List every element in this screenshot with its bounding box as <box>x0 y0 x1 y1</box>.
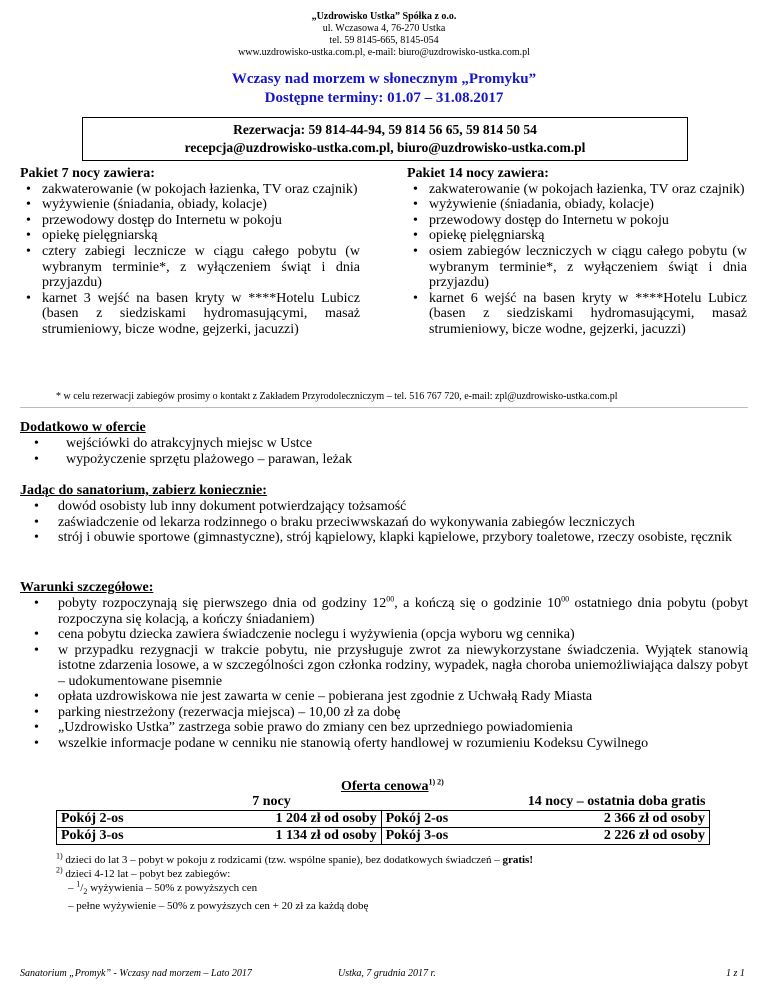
list-item: • przewodowy dostęp do Internetu w pokoju <box>429 213 747 229</box>
pricing-footnotes <box>56 853 756 913</box>
title-line-1: Wczasy nad morzem w słonecznym „Promyku” <box>231 71 537 87</box>
company-web: www.uzdrowisko-ustka.com.pl, e-mail: biuro@uzdrowisko-ustka.com.pl <box>238 47 530 58</box>
footer-left: Sanatorium „Promyk” - Wczasy nad morzem – Lato 2017 <box>20 968 252 979</box>
conditions-heading: Warunki szczegółowe: <box>20 580 154 595</box>
company-phone: tel. 59 8145-665, 8145-054 <box>329 35 439 46</box>
list-item: • cena pobytu dziecka zawiera świadczenie noclegu i wyżywienia (opcja wyboru wg cennika) <box>58 627 748 643</box>
footnote-2: $^{2)}$ dzieci 4-12 lat – pobyt bez zabiegów: <box>56 865 231 880</box>
list-item: • „Uzdrowisko Ustka” zastrzega sobie prawo do zmiany cen bez uprzedniego powiadomienia <box>58 720 748 736</box>
footnote-2a: – $^1/_2$ wyżywienia – 50% z powyższych cen <box>68 879 258 897</box>
conditions-list <box>20 596 748 751</box>
package-14-list <box>407 182 747 338</box>
package-14-nights <box>407 166 747 338</box>
pricing-heading: Oferta cenowa$^{1) 2)}$ <box>341 777 444 794</box>
bring-section <box>20 483 748 546</box>
bring-heading: Jadąc do sanatorium, zabierz koniecznie: <box>20 483 267 498</box>
offer-title <box>0 70 768 108</box>
reservation-phones: Rezerwacja: 59 814-44-94, 59 814 56 65, 59 814 50 54 <box>233 122 537 137</box>
reservation-emails: recepcja@uzdrowisko-ustka.com.pl, biuro@uzdrowisko-ustka.com.pl <box>184 140 586 155</box>
table-header-row <box>57 794 710 811</box>
list-item: • zaświadczenie od lekarza rodzinnego o braku przeciwwskazań do wykonywania zabiegów leczniczych <box>58 515 748 531</box>
list-item: • parking niestrzeżony (rezerwacja miejsca) – 10,00 zł za dobę <box>58 705 748 721</box>
list-item: • karnet 3 wejść na basen kryty w ****Hotelu Lubicz (basen z siedziskami hydromasującymi, masaż strumieniowy, bicze wodne, gejzerki, jacuzzi) <box>42 291 360 338</box>
extras-heading: Dodatkowo w ofercie <box>20 420 146 435</box>
treatment-booking-note: * w celu rezerwacji zabiegów prosimy o kontakt z Zakładem Przyrodoleczniczym – tel. 516 767 720, e-mail: zpl@uzdrowisko-ustka.com.pl <box>56 391 618 402</box>
footer-date: Ustka, 7 grudnia 2017 r. <box>338 968 436 979</box>
extras-list <box>20 436 748 467</box>
list-item: • zakwaterowanie (w pokojach łazienka, TV oraz czajnik) <box>42 182 360 198</box>
company-header <box>0 11 768 59</box>
list-item: • cztery zabiegi lecznicze w ciągu całego pobytu (w wybranym terminie*, z wyłączeniem świąt i dnia przyjazdu) <box>42 244 360 291</box>
footnote-2b: – pełne wyżywienie – 50% z powyższych cen + 20 zł za każdą dobę <box>68 900 369 913</box>
list-item: • opłata uzdrowiskowa nie jest zawarta w cenie – pobierana jest zgodnie z Uchwałą Rady Miasta <box>58 689 748 705</box>
list-item: • opiekę pielęgniarską <box>42 228 360 244</box>
bring-list <box>20 499 748 546</box>
list-item: • wyżywienie (śniadania, obiady, kolacje) <box>42 197 360 213</box>
list-item: • wyżywienie (śniadania, obiady, kolacje) <box>429 197 747 213</box>
list-item: • osiem zabiegów leczniczych w ciągu całego pobytu (w wybranym terminie*, z wyłączeniem świąt i dnia przyjazdu) <box>429 244 747 291</box>
col-14-nights: 14 nocy – ostatnia doba gratis <box>527 794 706 809</box>
list-item: • dowód osobisty lub inny dokument potwierdzający tożsamość <box>58 499 748 515</box>
package-14-heading: Pakiet 14 nocy zawiera: <box>407 166 549 181</box>
pricing-table <box>56 794 710 845</box>
col-7-nights: 7 nocy <box>252 794 291 809</box>
package-7-heading: Pakiet 7 nocy zawiera: <box>20 166 155 181</box>
list-item: • przewodowy dostęp do Internetu w pokoju <box>42 213 360 229</box>
conditions-section <box>20 580 748 751</box>
table-row: Pokój 3-os 1 134 zł od osoby Pokój 3-os 2 226 zł od osoby <box>57 828 710 845</box>
list-item: • wypożyczenie sprzętu plażowego – parawan, leżak <box>66 452 748 468</box>
list-item: • opiekę pielęgniarską <box>429 228 747 244</box>
extras-section <box>20 420 748 467</box>
company-address: ul. Wczasowa 4, 76-270 Ustka <box>322 23 446 34</box>
package-7-nights <box>20 166 360 338</box>
title-line-2: Dostępne terminy: 01.07 – 31.08.2017 <box>264 90 504 106</box>
table-row: Pokój 2-os 1 204 zł od osoby Pokój 2-os 2 366 zł od osoby <box>57 811 710 828</box>
list-item: • wszelkie informacje podane w cenniku nie stanowią oferty handlowej w rozumieniu Kodeksu Cywilnego <box>58 736 748 752</box>
reservation-box <box>82 117 688 161</box>
list-item: • strój i obuwie sportowe (gimnastyczne), strój kąpielowy, klapki kąpielowe, przybory toaletowe, rzeczy osobiste, ręcznik <box>58 530 748 546</box>
list-item: • wejściówki do atrakcyjnych miejsc w Ustce <box>66 436 748 452</box>
package-7-list <box>20 182 360 338</box>
company-name: „Uzdrowisko Ustka” Spółka z o.o. <box>311 11 457 22</box>
list-item: • zakwaterowanie (w pokojach łazienka, TV oraz czajnik) <box>429 182 747 198</box>
list-item: • pobyty rozpoczynają się pierwszego dnia od godziny $12^{00}$, a kończą się o godzinie $10^{00}$ ostatniego dnia pobytu (pobyt rozpoczyna się kolacją, a kończy śniadaniem) <box>58 596 748 627</box>
divider <box>20 407 748 408</box>
list-item: • w przypadku rezygnacji w trakcie pobytu, nie przysługuje zwrot za niewykorzystane świadczenia. Wyjątek stanowią istotne zdarzenia losowe, a w szczególności zgon członka rodziny, wypadek, nagła choroba uniemożliwiająca dalszy pobyt – udokumentowane pisemnie <box>58 643 748 690</box>
page-number: 1 z 1 <box>726 968 745 979</box>
list-item: • karnet 6 wejść na basen kryty w ****Hotelu Lubicz (basen z siedziskami hydromasującymi, masaż strumieniowy, bicze wodne, gejzerki, jacuzzi) <box>429 291 747 338</box>
footnote-1: $^{1)}$ dzieci do lat 3 – pobyt w pokoju z rodzicami (tzw. wspólne spanie), bez dodatkowych świadczeń – gratis! <box>56 851 533 866</box>
